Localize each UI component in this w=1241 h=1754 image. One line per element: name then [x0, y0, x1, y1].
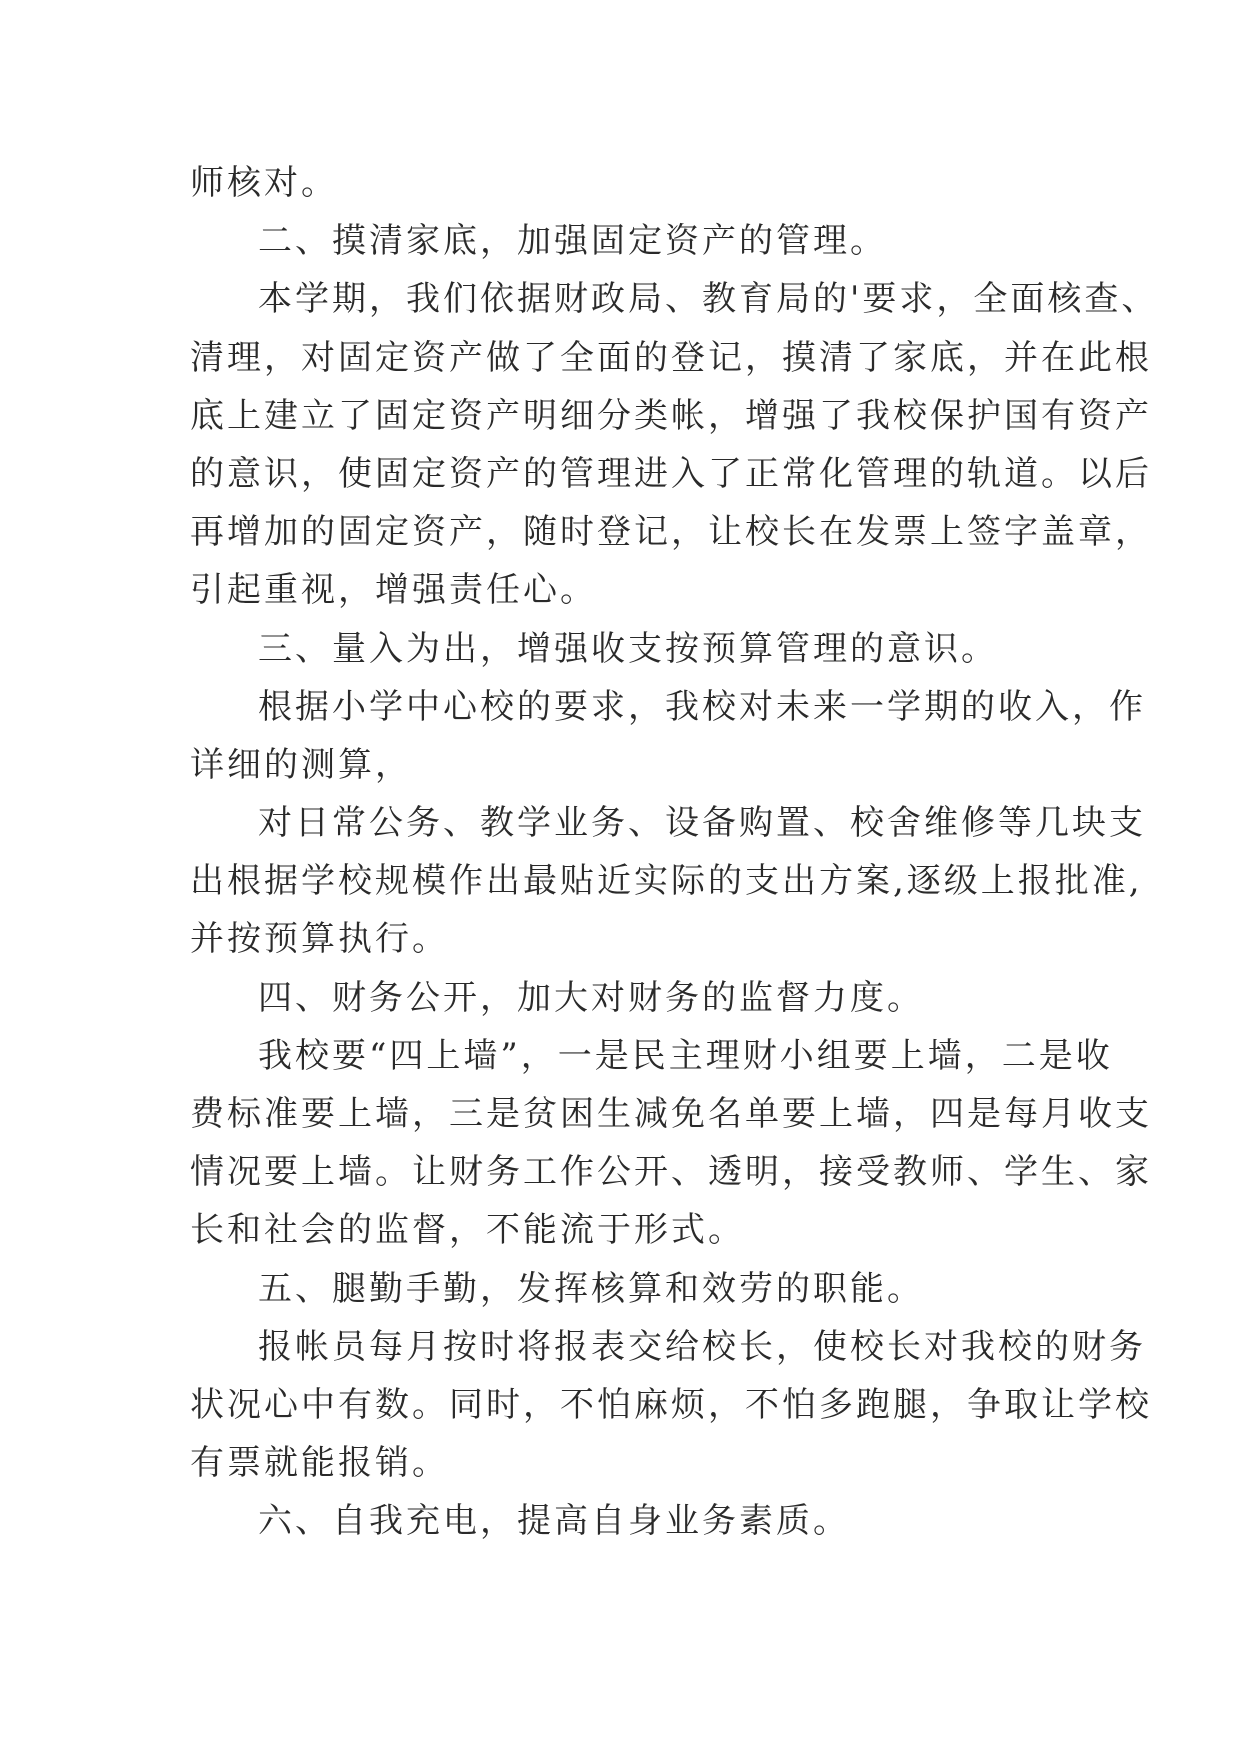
paragraph-line: 的意识，使固定资产的管理进入了正常化管理的轨道。以后 — [190, 453, 1152, 494]
paragraph-line: 引起重视，增强责任心。 — [190, 570, 597, 611]
paragraph-line: 详细的测算， — [190, 744, 412, 785]
paragraph-line: 根据小学中心校的要求，我校对未来一学期的收入，作 — [258, 686, 1146, 727]
paragraph-line: 有票就能报销。 — [190, 1443, 449, 1484]
section-heading-5: 五、腿勤手勤，发挥核算和效劳的职能。 — [258, 1268, 924, 1309]
paragraph-line: 报帐员每月按时将报表交给校长，使校长对我校的财务 — [258, 1326, 1146, 1367]
paragraph-line: 出根据学校规模作出最贴近实际的支出方案,逐级上报批准, — [190, 861, 1143, 902]
paragraph-line: 情况要上墙。让财务工作公开、透明，接受教师、学生、家 — [190, 1152, 1152, 1193]
section-heading-3: 三、量入为出，增强收支按预算管理的意识。 — [258, 628, 998, 669]
section-heading-6: 六、自我充电，提高自身业务素质。 — [258, 1501, 850, 1542]
paragraph-line: 本学期，我们依据财政局、教育局的'要求，全面核查、 — [258, 279, 1159, 320]
section-heading-2: 二、摸清家底，加强固定资产的管理。 — [258, 221, 887, 262]
paragraph-line: 并按预算执行。 — [190, 919, 449, 960]
section-heading-4: 四、财务公开，加大对财务的监督力度。 — [258, 977, 924, 1018]
document-body — [190, 154, 1159, 1551]
body-line: 师核对。 — [190, 163, 338, 203]
paragraph-line: 费标准要上墙，三是贫困生减免名单要上墙，四是每月收支 — [190, 1094, 1152, 1134]
paragraph-line: 底上建立了固定资产明细分类帐，增强了我校保护国有资产 — [190, 395, 1152, 436]
paragraph-line: 对日常公务、教学业务、设备购置、校舍维修等几块支 — [258, 803, 1146, 844]
paragraph-line: 清理，对固定资产做了全面的登记，摸清了家底，并在此根 — [190, 337, 1152, 378]
paragraph-line: 长和社会的监督，不能流于形式。 — [190, 1210, 745, 1251]
paragraph-line: 我校要“四上墙”，一是民主理财小组要上墙，二是收 — [258, 1035, 1113, 1076]
paragraph-line: 再增加的固定资产，随时登记，让校长在发票上签字盖章， — [190, 512, 1152, 553]
paragraph-line: 状况心中有数。同时，不怕麻烦，不怕多跑腿，争取让学校 — [190, 1384, 1152, 1425]
